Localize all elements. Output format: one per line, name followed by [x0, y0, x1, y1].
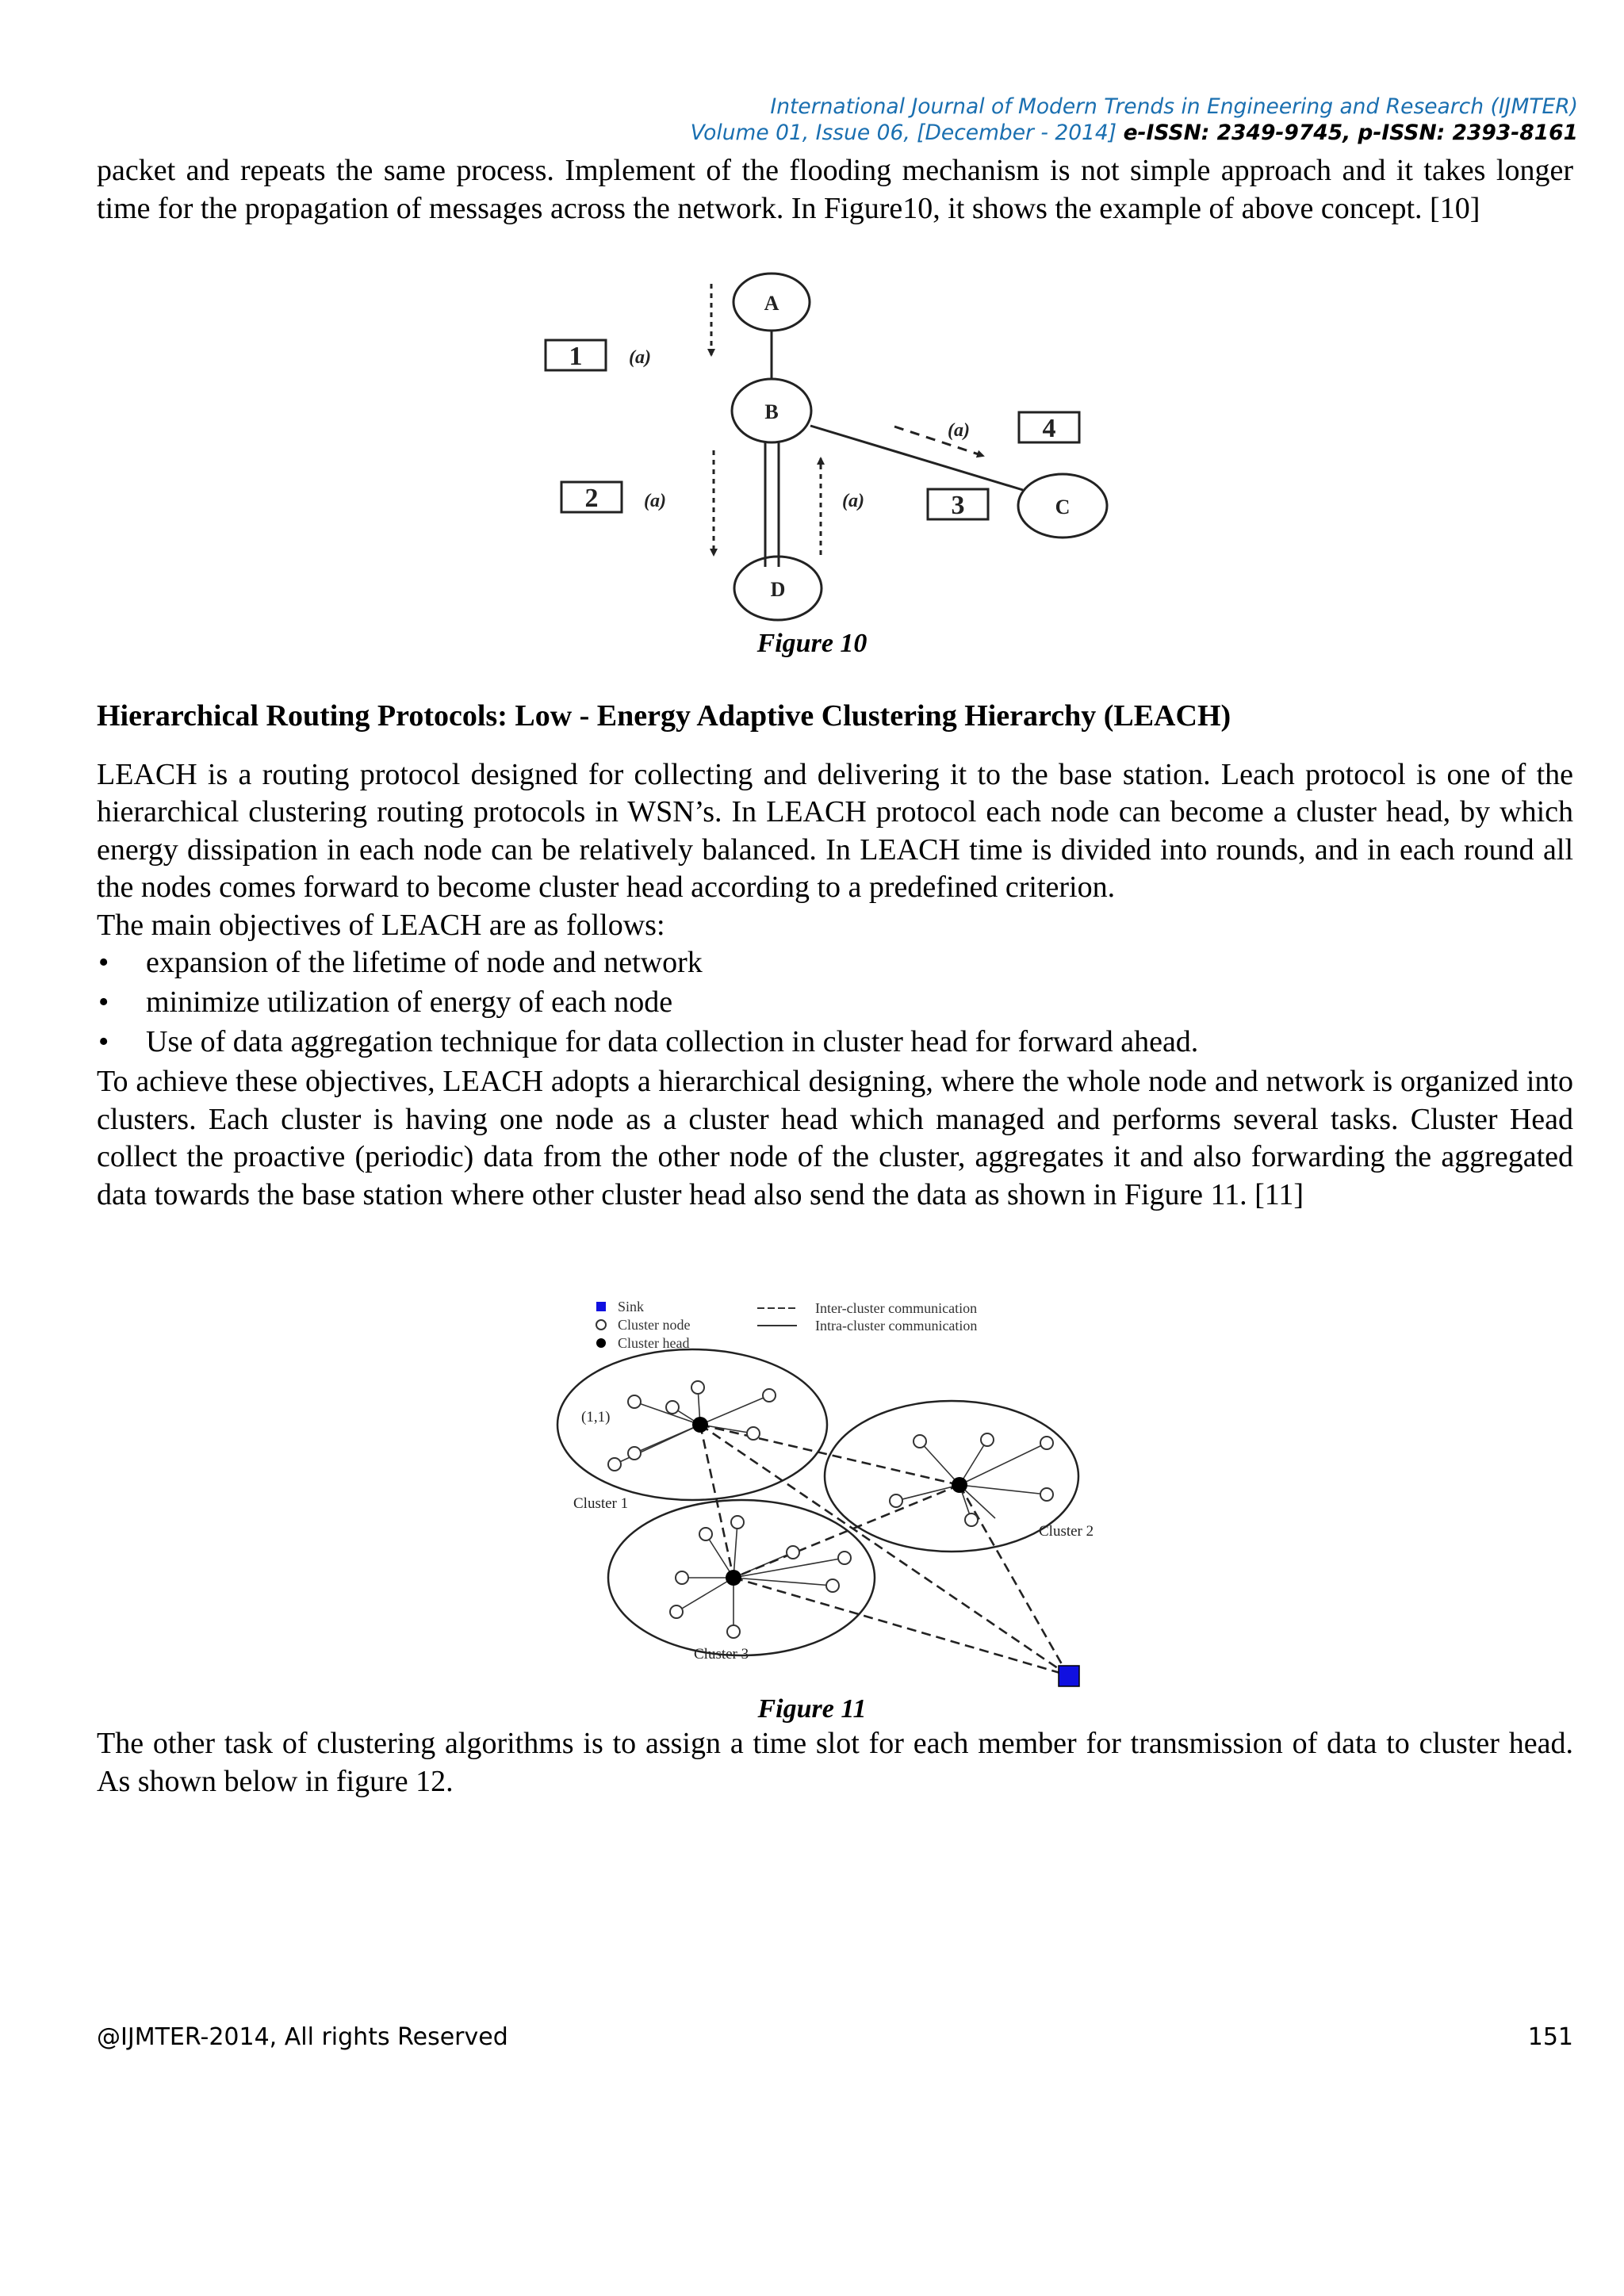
volume-issn-line: [691, 120, 1578, 146]
list-item: • minimize utilization of energy of each node: [97, 984, 1573, 1024]
page-number: 151: [1527, 2023, 1573, 2051]
leach-section: [97, 698, 1573, 1214]
legend-node-marker: [596, 1320, 606, 1330]
node-c-label: C: [1055, 496, 1071, 519]
intro-paragraph: packet and repeats the same process. Implement of the flooding mechanism is not simple approach and it takes longer time for the propagation of messages across the network. In Figure10, it shows the example of above concept. [10]: [97, 154, 1573, 225]
step-3-label: 3: [951, 491, 965, 520]
figure-10-caption: Figure 10: [756, 629, 868, 658]
list-item: • expansion of the lifetime of node and network: [97, 944, 1573, 984]
step-4-label: 4: [1042, 414, 1056, 443]
cluster-head-3: [726, 1570, 741, 1586]
running-header: [691, 94, 1578, 146]
legend-sink: Sink: [618, 1299, 645, 1314]
legend-intra: Intra-cluster communication: [815, 1318, 978, 1334]
cluster-3-label: Cluster 3: [694, 1646, 749, 1663]
achieve-paragraph: To achieve these objectives, LEACH adopts a hierarchical designing, where the whole node and network is organized into clusters. Each cluster is having one node as a cluster head which managed and performs several tasks. Cluster Head collect the proactive (periodic) data from the other node of the cluster, aggregates it and also forwarding the aggregated data towards the base station where other cluster head also send the data as shown in Figure 11. [11]: [97, 1065, 1573, 1211]
legend-cluster-node: Cluster node: [618, 1317, 691, 1333]
intro-paragraph-block: [97, 152, 1573, 228]
cluster-1-label: Cluster 1: [573, 1495, 629, 1512]
section-heading: Hierarchical Routing Protocols: Low - Energy Adaptive Clustering Hierarchy (LEACH): [97, 699, 1231, 733]
objectives-intro: The main objectives of LEACH are as follows:: [97, 908, 665, 942]
slot-paragraph: The other task of clustering algorithms is to assign a time slot for each member for transmission of data to cluster head. As shown below in figure 12.: [97, 1727, 1573, 1798]
slot-paragraph-block: [97, 1725, 1573, 1800]
figure-10-diagram: [523, 262, 1142, 634]
coordinate-label: (1,1): [581, 1409, 611, 1425]
edge-b-c: [810, 426, 1023, 490]
step-3-action: (a): [842, 491, 864, 511]
volume-info: Volume 01, Issue 06, [December - 2014]: [690, 121, 1117, 145]
list-item: • Use of data aggregation technique for data collection in cluster head for forward ahead.: [97, 1024, 1573, 1063]
legend-inter: Inter-cluster communication: [815, 1300, 978, 1316]
figure-11-diagram: [547, 1292, 1094, 1689]
step-4-action: (a): [948, 420, 970, 441]
node-b-label: B: [764, 400, 779, 423]
objectives-list: [97, 944, 1573, 1063]
cluster-head-2: [952, 1477, 967, 1493]
legend-sink-marker: [596, 1302, 606, 1311]
node-d-label: D: [770, 578, 786, 601]
leach-paragraph: LEACH is a routing protocol designed for collecting and delivering it to the base station. Leach protocol is one of the hierarchical clustering routing protocols in WSN’s. In LEACH protocol each node can become a cluster head, by which energy dissipation in each node can be relatively balanced. In LEACH time is divided into rounds, and in each round all the nodes comes forward to become cluster head according to a predefined criterion.: [97, 757, 1573, 904]
step-1-action: (a): [629, 347, 651, 368]
issn-info: e-ISSN: 2349-9745, p-ISSN: 2393-8161: [1123, 121, 1578, 145]
arrow-step-4: [894, 427, 983, 456]
footer-copyright: @IJMTER-2014, All rights Reserved: [97, 2023, 508, 2051]
step-2-label: 2: [584, 484, 599, 513]
step-2-action: (a): [644, 491, 666, 511]
node-a-label: A: [764, 292, 779, 315]
cluster-head-1: [692, 1417, 708, 1433]
sink-node: [1059, 1666, 1079, 1686]
cluster-2-label: Cluster 2: [1039, 1523, 1094, 1540]
step-1-label: 1: [569, 342, 583, 371]
legend-cluster-head: Cluster head: [618, 1335, 690, 1351]
figure-11-caption: Figure 11: [757, 1694, 867, 1724]
inter-cluster-links: [700, 1425, 1068, 1675]
legend-head-marker: [596, 1338, 606, 1348]
journal-name: International Journal of Modern Trends in Engineering and Research (IJMTER): [770, 94, 1578, 119]
